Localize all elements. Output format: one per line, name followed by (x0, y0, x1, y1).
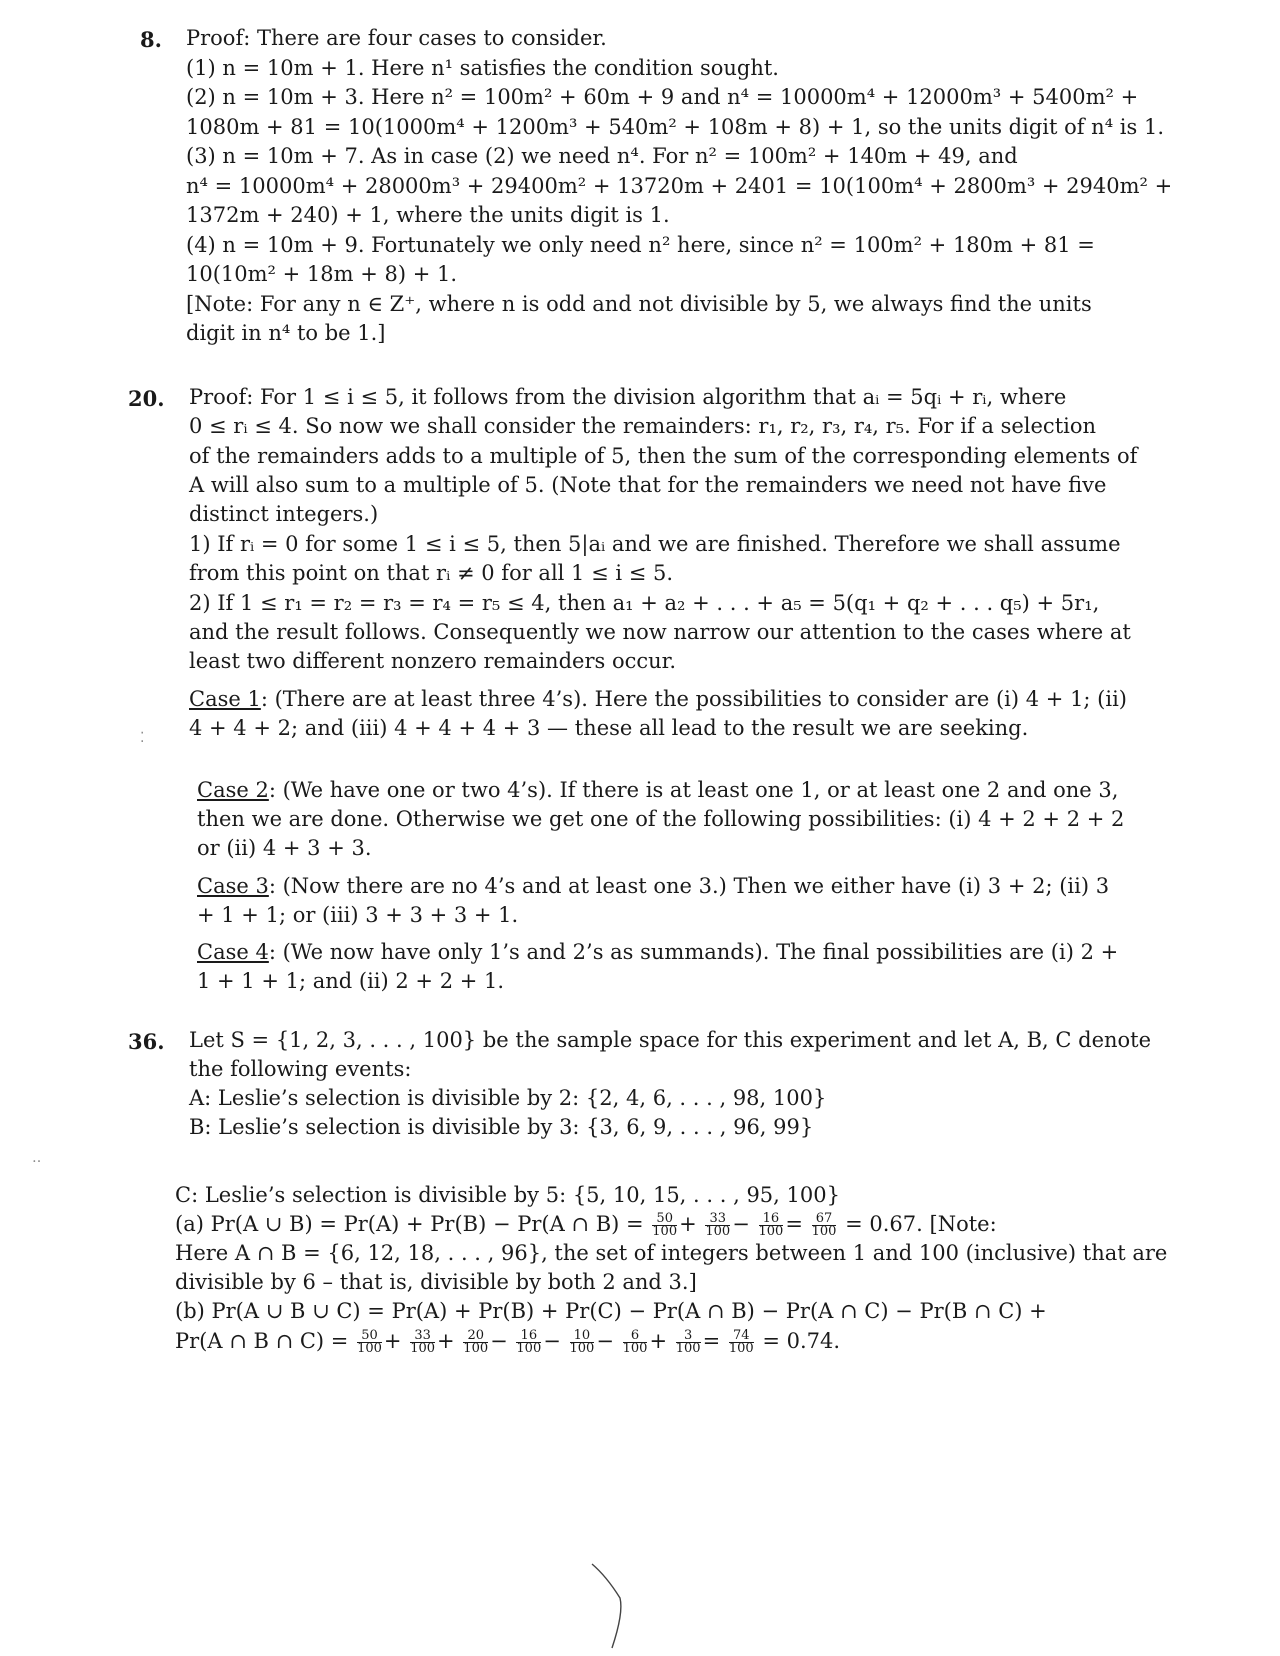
text-line: 4 + 4 + 2; and (iii) 4 + 4 + 4 + 3 — these all lead to the result we are seeking. (189, 716, 1029, 740)
fraction (676, 1330, 701, 1355)
text-line: (4) n = 10m + 9. Fortunately we only need n² here, since n² = 100m² + 180m + 81 = (186, 233, 1095, 257)
text-line: 1372m + 240) + 1, where the units digit is 1. (186, 203, 670, 227)
text-line: (1) n = 10m + 1. Here n¹ satisfies the condition sought. (186, 56, 779, 80)
numerator: 3 (676, 1330, 701, 1343)
text-line: [Note: For any n ∈ Z⁺, where n is odd and not divisible by 5, we always find the units (186, 292, 1092, 316)
text-line: divisible by 6 – that is, divisible by both 2 and 3.] (175, 1270, 697, 1294)
text-line: Here A ∩ B = {6, 12, 18, . . . , 96}, the set of integers between 1 and 100 (inclusive) that are (175, 1241, 1168, 1265)
numerator: 67 (812, 1213, 837, 1226)
fraction (410, 1330, 435, 1355)
text-line: 0 ≤ rᵢ ≤ 4. So now we shall consider the remainders: r₁, r₂, r₃, r₄, r₅. For if a selection (189, 414, 1097, 438)
scan-mark: ⁚ (140, 730, 145, 746)
text-line: then we are done. Otherwise we get one of the following possibilities: (i) 4 + 2 + 2 + 2 (197, 807, 1125, 831)
fraction (570, 1330, 595, 1355)
case-1-line (189, 685, 1127, 713)
text-line: 2) If 1 ≤ r₁ = r₂ = r₃ = r₄ = r₅ ≤ 4, then a₁ + a₂ + . . . + a₅ = 5(q₁ + q₂ + . . . q₅) + 5r₁, (189, 591, 1100, 615)
denominator: 100 (758, 1224, 784, 1239)
denominator: 100 (410, 1341, 436, 1356)
scan-mark: ‥ (32, 1150, 42, 1166)
numerator: 50 (652, 1213, 677, 1226)
case-label: Case 1 (189, 687, 261, 711)
text-line: 1080m + 81 = 10(1000m⁴ + 1200m³ + 540m² + 108m + 8) + 1, so the units digit of n⁴ is 1. (186, 115, 1165, 139)
text-line: of the remainders adds to a multiple of 5, then the sum of the corresponding elements of (189, 444, 1138, 468)
text-line: 1 + 1 + 1; and (ii) 2 + 2 + 1. (197, 969, 505, 993)
text-line: or (ii) 4 + 3 + 3. (197, 836, 372, 860)
text-line: (3) n = 10m + 7. As in case (2) we need n⁴. For n² = 100m² + 140m + 49, and (186, 144, 1018, 168)
denominator: 100 (357, 1341, 382, 1356)
denominator: 100 (705, 1224, 731, 1239)
text-line: Proof: There are four cases to consider. (186, 26, 607, 50)
fraction (729, 1330, 754, 1355)
case-text: : (There are at least three 4’s). Here the possibilities to consider are (i) 4 + 1; (ii) (260, 687, 1128, 711)
numerator: 50 (357, 1330, 382, 1343)
denominator: 100 (652, 1224, 678, 1239)
case-text: : (We have one or two 4’s). If there is at least one 1, or at least one 2 and one 3, (268, 778, 1119, 802)
case-4-line (197, 938, 1118, 966)
numerator: 10 (570, 1330, 595, 1343)
part-a-result: = 0.67. [Note: (845, 1212, 997, 1236)
text-line: A will also sum to a multiple of 5. (Note that for the remainders we need not have five (189, 473, 1107, 497)
fraction (812, 1213, 837, 1238)
text-line: from this point on that rᵢ ≠ 0 for all 1 ≤ i ≤ 5. (189, 561, 674, 585)
denominator: 100 (516, 1341, 542, 1356)
part-a-expression: (a) Pr(A ∪ B) = Pr(A) + Pr(B) − Pr(A ∩ B) = (175, 1212, 644, 1236)
case-2-line (197, 776, 1118, 804)
fraction (623, 1330, 648, 1355)
denominator: 100 (622, 1341, 648, 1356)
text-line: C: Leslie’s selection is divisible by 5: {5, 10, 15, . . . , 95, 100} (175, 1183, 840, 1207)
text-line: 10(10m² + 18m + 8) + 1. (186, 262, 458, 286)
pen-scribble (590, 1560, 630, 1650)
text-line: (2) n = 10m + 3. Here n² = 100m² + 60m + 9 and n⁴ = 10000m⁴ + 12000m³ + 5400m² + (186, 85, 1139, 109)
fraction (652, 1213, 677, 1238)
text-line: (b) Pr(A ∪ B ∪ C) = Pr(A) + Pr(B) + Pr(C) − Pr(A ∩ B) − Pr(A ∩ C) − Pr(B ∩ C) + (175, 1299, 1047, 1323)
case-label: Case 4 (197, 940, 269, 964)
numerator: 16 (516, 1330, 541, 1343)
case-label: Case 2 (197, 778, 269, 802)
denominator: 100 (728, 1341, 754, 1356)
problem-number: 36. (128, 1029, 165, 1054)
numerator: 33 (705, 1213, 730, 1226)
part-b-expression: Pr(A ∩ B ∩ C) = (175, 1329, 349, 1353)
case-text: : (We now have only 1’s and 2’s as summands). The final possibilities are (i) 2 + (268, 940, 1119, 964)
denominator: 100 (811, 1224, 837, 1239)
text-line: n⁴ = 10000m⁴ + 28000m³ + 29400m² + 13720m + 2401 = 10(100m⁴ + 2800m³ + 2940m² + (186, 174, 1173, 198)
text-line: Let S = {1, 2, 3, . . . , 100} be the sample space for this experiment and let A, B, C denote (189, 1028, 1152, 1052)
fraction (705, 1213, 730, 1238)
part-a-line: (a) Pr(A ∪ B) = Pr(A) + Pr(B) − Pr(A ∩ B) = $\frac{50}{100}$ + $\frac{33}{100}$ − $\frac{16}{100}$ = $\frac{67}{100}$ = 0.67. [Note: (175, 1211, 997, 1239)
text-line: distinct integers.) (189, 502, 379, 526)
fraction (463, 1330, 488, 1355)
numerator: 16 (759, 1213, 784, 1226)
fraction (759, 1213, 784, 1238)
numerator: 33 (410, 1330, 435, 1343)
numerator: 74 (729, 1330, 754, 1343)
text-line: and the result follows. Consequently we now narrow our attention to the cases where at (189, 620, 1131, 644)
text-line: least two different nonzero remainders occur. (189, 649, 677, 673)
numerator: 20 (463, 1330, 488, 1343)
numerator: 6 (623, 1330, 648, 1343)
denominator: 100 (675, 1341, 701, 1356)
case-label: Case 3 (197, 874, 269, 898)
text-line: B: Leslie’s selection is divisible by 3: {3, 6, 9, . . . , 96, 99} (189, 1115, 814, 1139)
fraction (516, 1330, 541, 1355)
part-b-line: Pr(A ∩ B ∩ C) = $\frac{50}{100}$ + $\frac{33}{100}$ + $\frac{20}{100}$ − $\frac{16}{100}$ − $\frac{10}{100}$ − $\frac{6}{100}$ + $\frac{3}{100}$ = $\frac{74}{100}$ = 0.74. (175, 1328, 841, 1356)
denominator: 100 (463, 1341, 489, 1356)
problem-number: 8. (140, 27, 162, 52)
text-line: the following events: (189, 1057, 412, 1081)
text-line: + 1 + 1; or (iii) 3 + 3 + 3 + 1. (197, 903, 519, 927)
problem-number: 20. (128, 386, 165, 411)
text-line: digit in n⁴ to be 1.] (186, 321, 386, 345)
denominator: 100 (569, 1341, 595, 1356)
case-3-line (197, 872, 1109, 900)
text-line: Proof: For 1 ≤ i ≤ 5, it follows from the division algorithm that aᵢ = 5qᵢ + rᵢ, where (189, 385, 1067, 409)
part-b-result: = 0.74. (762, 1329, 841, 1353)
text-line: 1) If rᵢ = 0 for some 1 ≤ i ≤ 5, then 5|aᵢ and we are finished. Therefore we shall assume (189, 532, 1121, 556)
case-text: : (Now there are no 4’s and at least one 3.) Then we either have (i) 3 + 2; (ii) 3 (268, 874, 1110, 898)
fraction (357, 1330, 382, 1355)
text-line: A: Leslie’s selection is divisible by 2: {2, 4, 6, . . . , 98, 100} (189, 1086, 827, 1110)
